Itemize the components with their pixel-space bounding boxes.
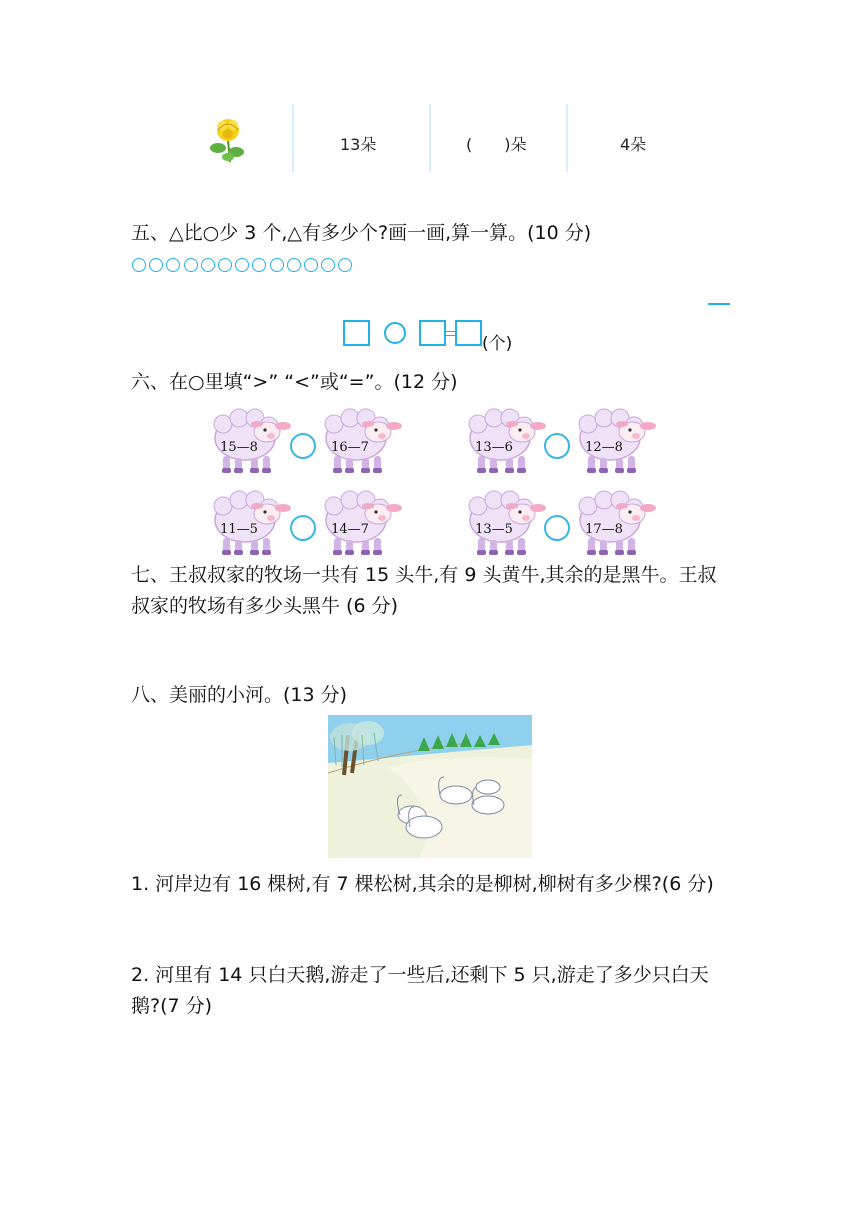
sheep-card xyxy=(460,484,546,558)
divider xyxy=(429,104,431,172)
expression-label: 11—5 xyxy=(220,522,258,537)
section7-line1: 七、王叔叔家的牧场一共有 15 头牛,有 9 头黄牛,其余的是黑牛。王叔 xyxy=(131,564,717,586)
section5-title: 五、△比○少 3 个,△有多少个?画一画,算一算。(10 分) xyxy=(131,222,592,244)
unit-label: (个) xyxy=(482,334,513,354)
expression-label: 15—8 xyxy=(220,440,258,455)
drawing-circle xyxy=(270,258,284,272)
compare-circle[interactable] xyxy=(544,433,570,459)
section8-q2-line1: 2. 河里有 14 只白天鹅,游走了一些后,还剩下 5 只,游走了多少只白天 xyxy=(131,964,709,986)
expression-label: 13—6 xyxy=(475,440,513,455)
section6-title: 六、在○里填“>” “<”或“=”。(12 分) xyxy=(131,371,458,393)
section7-line2: 叔家的牧场有多少头黑牛 (6 分) xyxy=(131,595,398,617)
flower-count-cell: 4朵 xyxy=(620,135,647,154)
expression-label: 13—5 xyxy=(475,522,513,537)
equation-box-result[interactable] xyxy=(455,320,482,346)
sheep-icon xyxy=(205,484,291,558)
sheep-icon xyxy=(205,402,291,476)
sheep-card xyxy=(570,484,656,558)
sheep-card xyxy=(205,484,291,558)
compare-circle[interactable] xyxy=(290,515,316,541)
sheep-card xyxy=(316,402,402,476)
sheep-icon xyxy=(460,484,546,558)
sheep-card xyxy=(570,402,656,476)
divider xyxy=(292,104,294,172)
compare-circle[interactable] xyxy=(544,515,570,541)
drawing-circle xyxy=(166,258,180,272)
drawing-circle xyxy=(184,258,198,272)
circle-row xyxy=(132,257,355,273)
sheep-icon xyxy=(570,402,656,476)
sheep-icon xyxy=(316,402,402,476)
expression-label: 16—7 xyxy=(331,440,369,455)
expression-label: 12—8 xyxy=(585,440,623,455)
equals-sign xyxy=(446,331,455,336)
answer-line[interactable] xyxy=(708,303,730,305)
drawing-circle xyxy=(132,258,146,272)
compare-circle[interactable] xyxy=(290,433,316,459)
operator-circle[interactable] xyxy=(384,322,406,344)
sheep-icon xyxy=(570,484,656,558)
section8-q1: 1. 河岸边有 16 棵树,有 7 棵松树,其余的是柳树,柳树有多少棵?(6 分) xyxy=(131,873,714,895)
flower-count-cell: 13朵 xyxy=(340,135,377,154)
drawing-circle xyxy=(235,258,249,272)
drawing-circle xyxy=(321,258,335,272)
drawing-circle xyxy=(218,258,232,272)
drawing-circle xyxy=(252,258,266,272)
sheep-card xyxy=(316,484,402,558)
sheep-card xyxy=(205,402,291,476)
sheep-card xyxy=(460,402,546,476)
expression-label: 14—7 xyxy=(331,522,369,537)
equation-box-1[interactable] xyxy=(343,320,370,346)
flower-icon xyxy=(206,112,248,164)
section8-title: 八、美丽的小河。(13 分) xyxy=(131,684,348,706)
drawing-circle xyxy=(149,258,163,272)
drawing-circle xyxy=(201,258,215,272)
section8-q2-line2: 鹅?(7 分) xyxy=(131,995,213,1017)
equation-box-2[interactable] xyxy=(419,320,446,346)
flower-answer-cell[interactable]: ( )朵 xyxy=(466,135,527,154)
expression-label: 17—8 xyxy=(585,522,623,537)
river-swan-illustration xyxy=(328,715,532,858)
drawing-circle xyxy=(287,258,301,272)
drawing-circle xyxy=(338,258,352,272)
sheep-icon xyxy=(460,402,546,476)
flower-row xyxy=(200,100,670,176)
sheep-icon xyxy=(316,484,402,558)
divider xyxy=(566,104,568,172)
drawing-circle xyxy=(304,258,318,272)
